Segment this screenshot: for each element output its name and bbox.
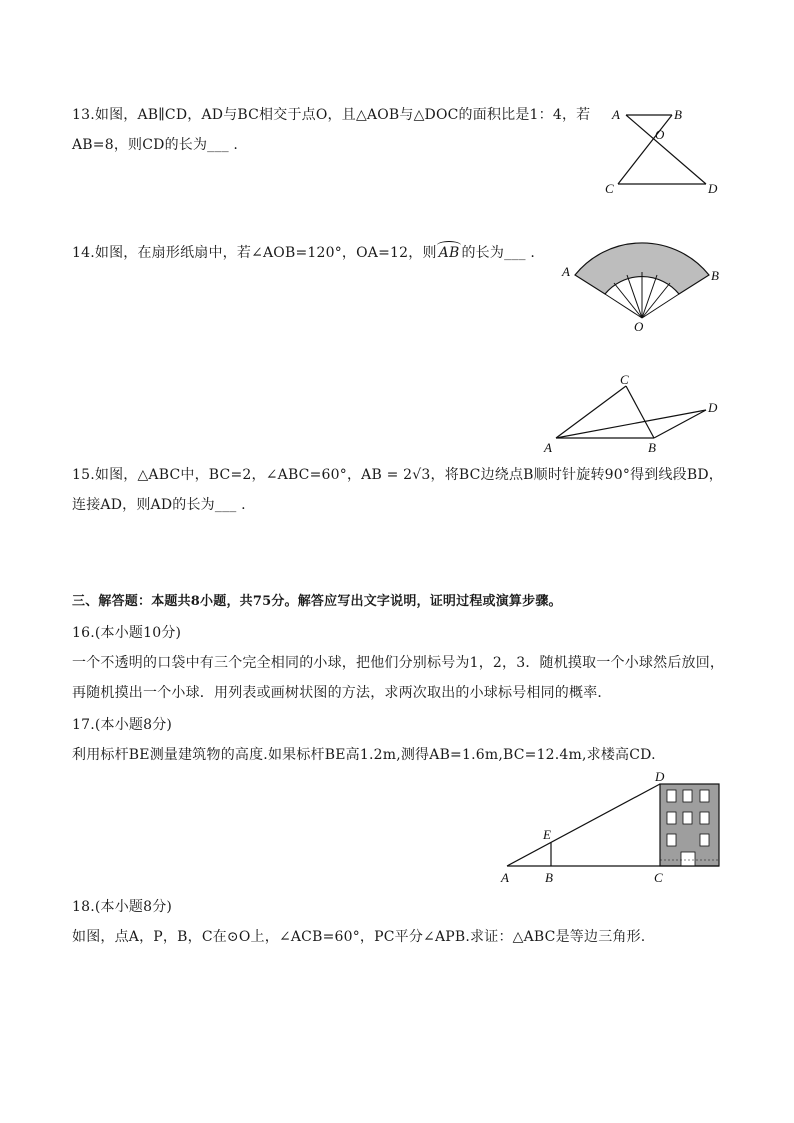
q17-label-b: B [545,870,553,885]
q16-text-line1: 一个不透明的口袋中有三个完全相同的小球，把他们分别标号为1，2，3．随机摸取一个小球然后放回， [72,655,725,671]
q17-heading: 17.(本小题8分) [72,717,173,733]
q14-text-start: 14.如图，在扇形纸扇中，若∠AOB=120°，OA=12，则 [72,245,437,261]
q13-text-line2: AB=8，则CD的长为___ . [72,137,239,153]
q17-label-e: E [543,827,551,842]
q13-label-a: A [612,107,620,122]
q17-figure [495,768,730,888]
q13-label-c: C [605,181,614,196]
q13-label-b: B [674,107,682,122]
q14-figure [558,230,728,338]
q14-text-line1 [72,242,535,262]
q14-arc-label: AB [437,245,462,261]
q17-label-d: D [655,769,665,784]
q15-figure [540,370,730,460]
q14-label-o: O [634,319,644,334]
q15-text-line1: 15.如图，△ABC中，BC=2，∠ABC=60°，AB = 2√3，将BC边绕点B顺时针旋转90°得到线段BD， [72,467,723,483]
q18-heading: 18.(本小题8分) [72,899,173,915]
q16-text-line2: 再随机摸出一个小球．用列表或画树状图的方法，求两次取出的小球标号相同的概率． [72,685,612,701]
q14-text-end: 的长为___ . [461,245,535,261]
q15-label-d: D [708,400,718,415]
q15-label-a: A [544,440,552,455]
q17-label-c: C [654,870,663,885]
q13-figure [600,100,730,200]
q17-label-a: A [501,870,509,885]
q14-label-b: B [711,268,719,283]
section-3-heading: 三、解答题：本题共8小题，共75分。解答应写出文字说明，证明过程或演算步骤。 [72,594,562,609]
q15-label-c: C [620,372,629,387]
q15-label-b: B [648,440,656,455]
q14-arc-symbol [437,241,462,250]
q13-label-o: O [655,127,665,142]
q16-heading: 16.(本小题10分) [72,625,182,641]
q14-label-a: A [562,264,570,279]
q17-text-line1: 利用标杆BE测量建筑物的高度.如果标杆BE高1.2m,测得AB=1.6m,BC=12.4m,求楼高CD. [72,747,656,763]
q15-text-line2: 连接AD，则AD的长为___ . [72,497,246,513]
q18-text-line1: 如图，点A，P，B，C在⊙O上，∠ACB=60°，PC平分∠APB.求证：△ABC是等边三角形. [72,929,646,945]
q13-label-d: D [708,181,718,196]
q13-text-line1: 13.如图，AB∥CD，AD与BC相交于点O，且△AOB与△DOC的面积比是1：4，若 [72,107,591,123]
